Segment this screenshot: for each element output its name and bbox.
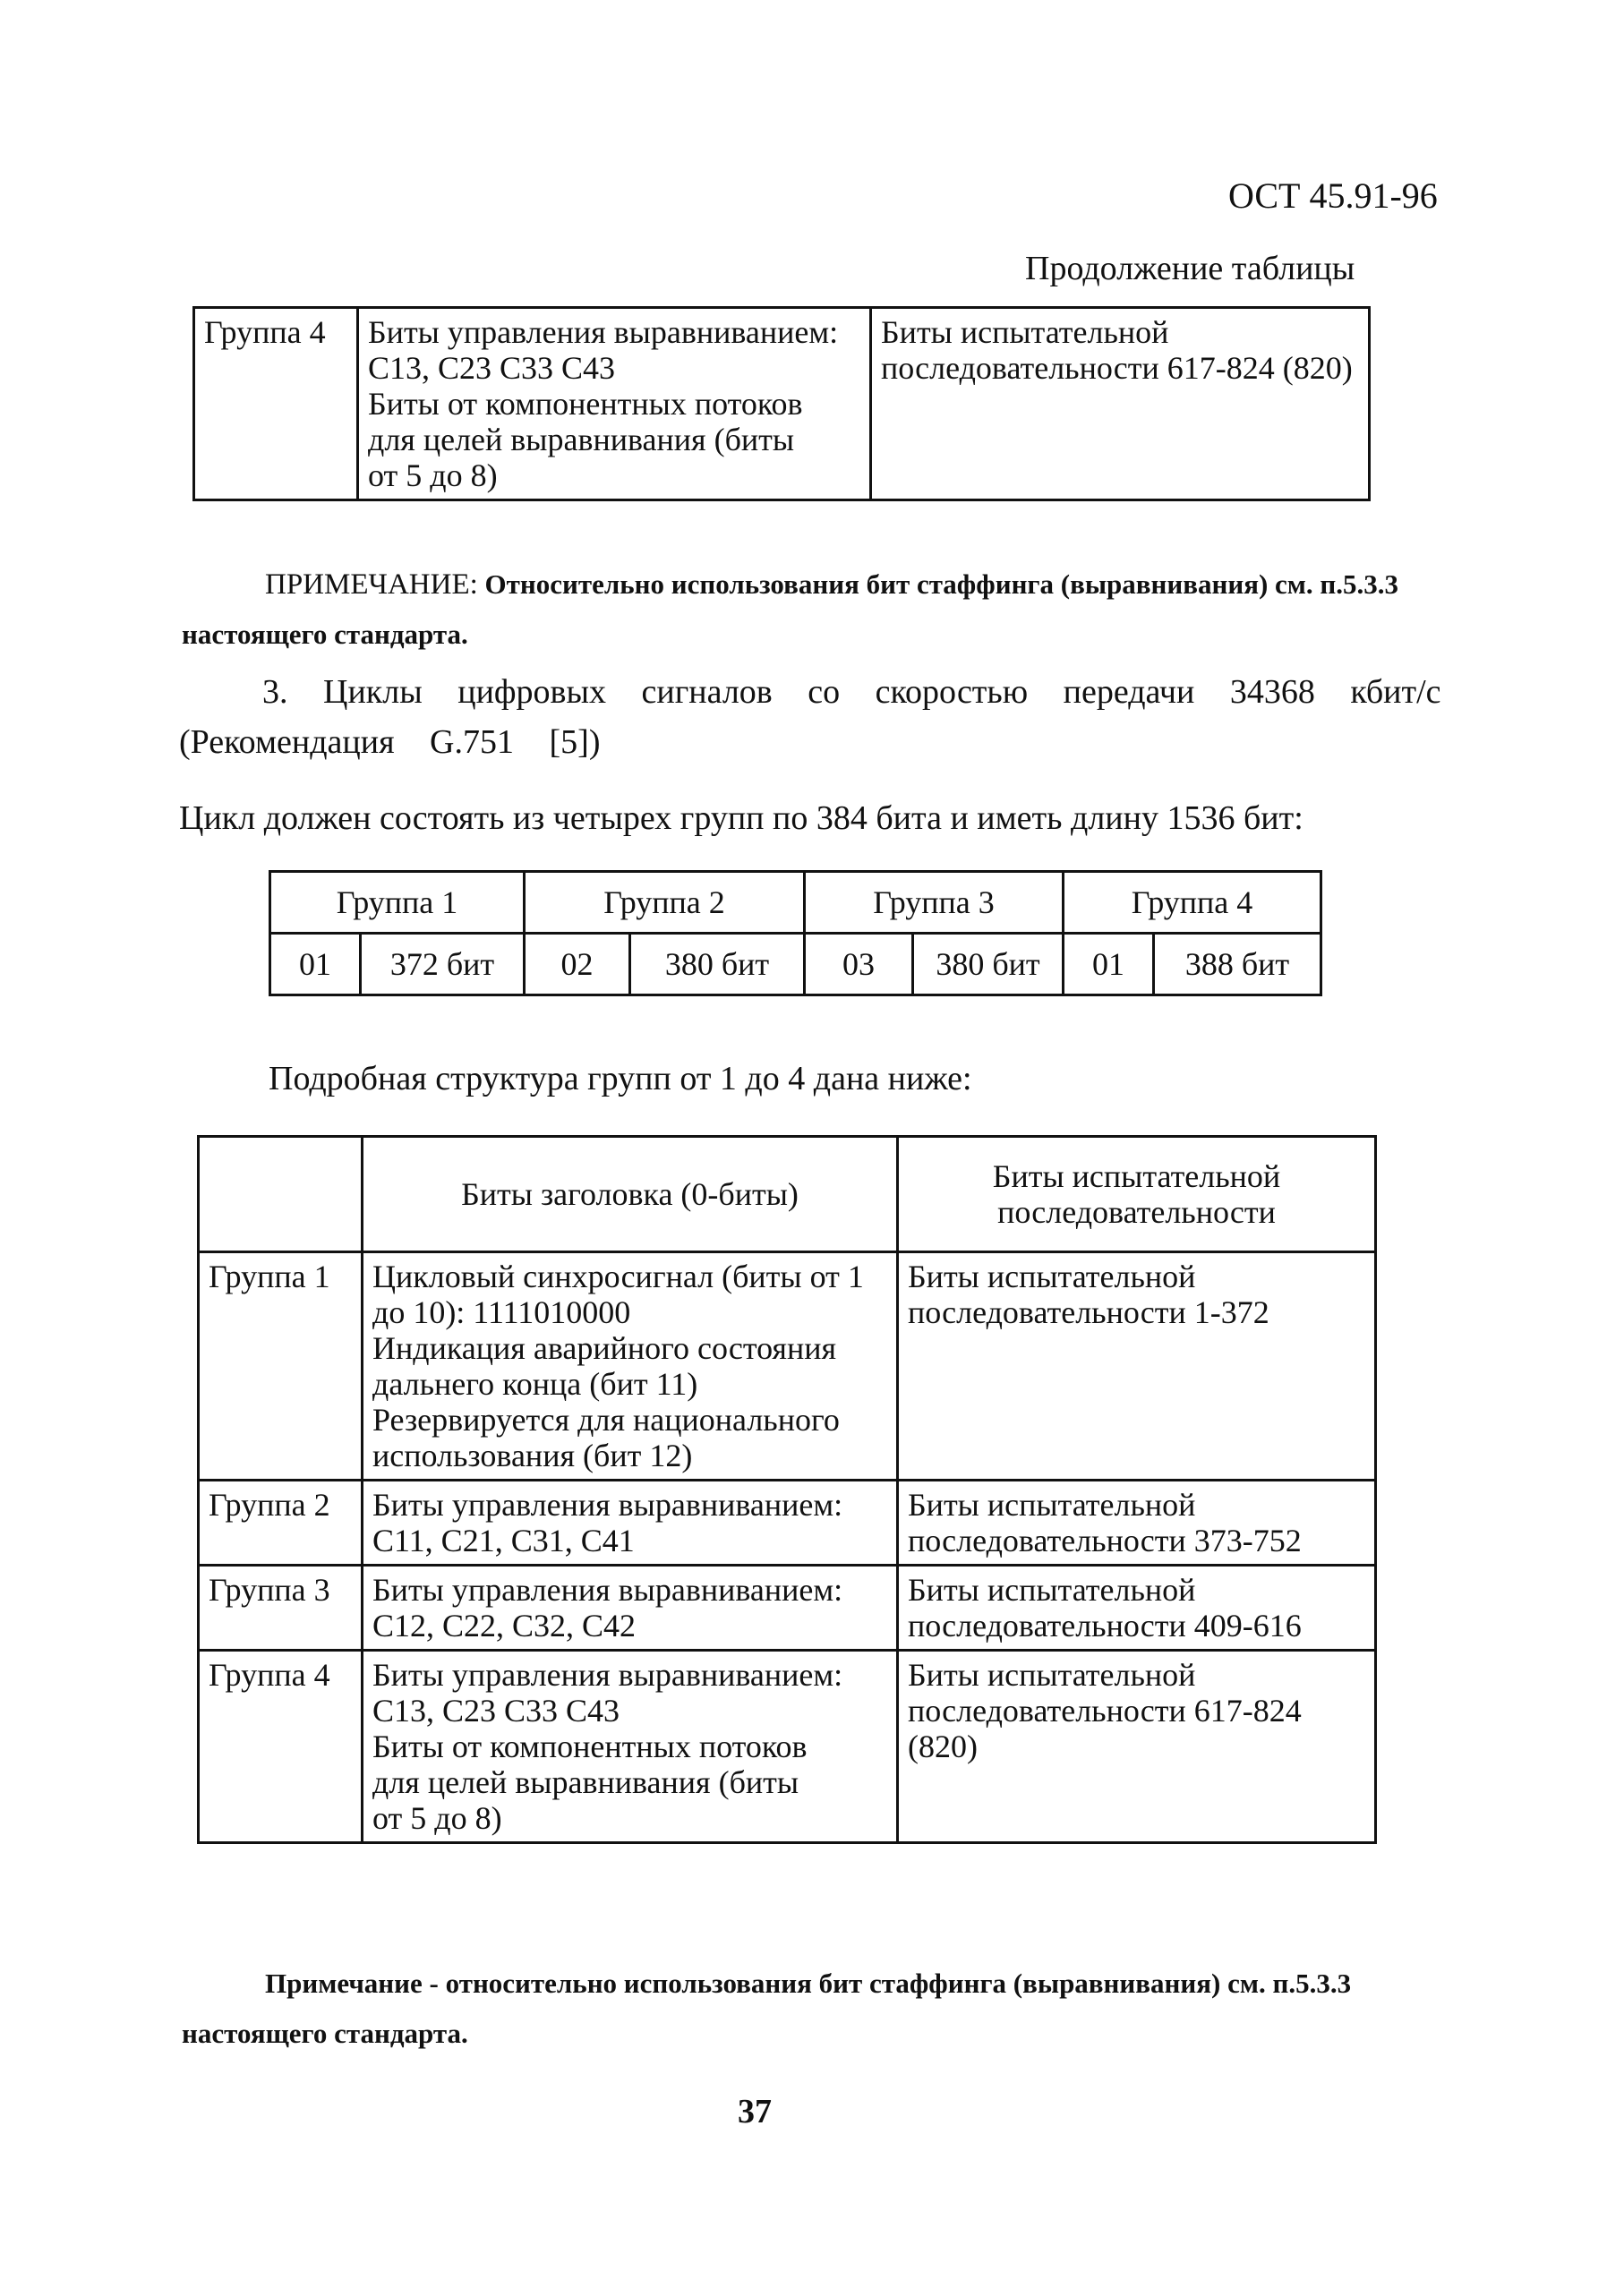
column-header — [199, 1137, 363, 1252]
test-bits-cell — [871, 308, 1370, 500]
detail-description: Подробная структура групп от 1 до 4 дана ниже: — [269, 1060, 972, 1097]
cell-line: С12, С22, С32, С42 — [372, 1608, 637, 1643]
table-cell: 380 бит — [913, 934, 1064, 995]
cell-line: от 5 до 8) — [368, 457, 498, 493]
group-cell: Группа 3 — [199, 1566, 363, 1651]
group-header: Группа 1 — [270, 872, 525, 934]
cell-line: Цикловый синхросигнал (биты от 1 — [372, 1259, 864, 1294]
group-header: Группа 4 — [1064, 872, 1321, 934]
table-row — [199, 1566, 1376, 1651]
cell-line: С11, С21, С31, С41 — [372, 1523, 635, 1558]
cell-line: Резервируется для национального — [372, 1402, 840, 1438]
table-row — [199, 1651, 1376, 1843]
table-row — [199, 1481, 1376, 1566]
table-cell: 02 — [525, 934, 630, 995]
cell-line: Биты испытательной — [881, 314, 1169, 350]
cell-line: Биты испытательной — [908, 1572, 1196, 1608]
cycle-table — [269, 870, 1322, 996]
section-title-text: 3. Циклы цифровых сигналов со скоростью передачи 34368 кбит/с (Рекомендация G.751 [5]) — [179, 673, 1441, 761]
note-1 — [182, 559, 1453, 660]
column-header: Биты испытательной последовательности — [898, 1137, 1376, 1252]
group-header: Группа 3 — [805, 872, 1064, 934]
cell-line: (820) — [908, 1729, 978, 1764]
cell-line: последовательности 617-824 — [908, 1693, 1302, 1729]
group-header: Группа 2 — [525, 872, 805, 934]
cell-line: последовательности 409-616 — [908, 1608, 1302, 1643]
group-cell: Группа 4 — [199, 1651, 363, 1843]
table-row — [270, 872, 1321, 934]
note-text: Относительно использования бит стаффинга (выравнивания) см. п.5.3.3 настоящего стандарта. — [182, 568, 1399, 650]
section-3-title — [179, 667, 1459, 767]
page-number: 37 — [738, 2093, 772, 2130]
header-bits-cell — [363, 1252, 898, 1481]
header-bits-cell — [363, 1651, 898, 1843]
cell-line: для целей выравнивания (биты — [368, 422, 795, 457]
cell-line: Биты управления выравниванием: — [372, 1487, 843, 1523]
table-row — [270, 934, 1321, 995]
cell-line: последовательности 373-752 — [908, 1523, 1302, 1558]
column-header: Биты заголовка (0-биты) — [363, 1137, 898, 1252]
cell-line: последовательности 617-824 (820) — [881, 350, 1353, 386]
header-bits-cell — [358, 308, 871, 500]
group-cell: Группа 4 — [194, 308, 358, 500]
table-cell: 03 — [805, 934, 913, 995]
cell-line: Биты управления выравниванием: — [372, 1657, 843, 1693]
cell-line: Биты управления выравниванием: — [372, 1572, 843, 1608]
cell-line: Индикация аварийного состояния — [372, 1330, 837, 1366]
table-cell: 372 бит — [361, 934, 525, 995]
header-bits-cell — [363, 1566, 898, 1651]
note-lead: Примечание — [265, 1968, 423, 1999]
note-lead: ПРИМЕЧАНИЕ: — [265, 568, 478, 601]
cell-line: дальнего конца (бит 11) — [372, 1366, 698, 1402]
test-bits-cell — [898, 1252, 1376, 1481]
cell-line: Биты управления выравниванием: — [368, 314, 839, 350]
cell-line: Биты от компонентных потоков — [368, 386, 803, 422]
table-row — [194, 308, 1370, 500]
cell-line: до 10): 1111010000 — [372, 1294, 631, 1330]
cell-line: С13, С23 С33 С43 — [368, 350, 616, 386]
cell-line: последовательности 1-372 — [908, 1294, 1269, 1330]
test-bits-cell — [898, 1651, 1376, 1843]
cell-line: Биты испытательной — [908, 1657, 1196, 1693]
note-2 — [182, 1959, 1453, 2059]
cell-line: С13, С23 С33 С43 — [372, 1693, 620, 1729]
table-cell: 388 бит — [1154, 934, 1321, 995]
note-text: - относительно использования бит стаффинга (выравнивания) см. п.5.3.3 настоящего стандарта. — [182, 1968, 1352, 2049]
table-cell: 01 — [270, 934, 361, 995]
group-cell: Группа 1 — [199, 1252, 363, 1481]
table-cell: 380 бит — [630, 934, 805, 995]
cell-line: Биты испытательной — [908, 1259, 1196, 1294]
document-code: ОСТ 45.91-96 — [1228, 175, 1438, 216]
cell-line: Биты испытательной — [908, 1487, 1196, 1523]
cell-line: Биты от компонентных потоков — [372, 1729, 808, 1764]
table-cell: 01 — [1064, 934, 1154, 995]
test-bits-cell — [898, 1481, 1376, 1566]
group-cell: Группа 2 — [199, 1481, 363, 1566]
cell-line: от 5 до 8) — [372, 1800, 502, 1836]
detail-table — [197, 1135, 1377, 1844]
test-bits-cell — [898, 1566, 1376, 1651]
continuation-table — [192, 306, 1371, 501]
table-continuation-label: Продолжение таблицы — [1025, 250, 1355, 287]
table-row — [199, 1252, 1376, 1481]
cell-line: для целей выравнивания (биты — [372, 1764, 799, 1800]
header-bits-cell — [363, 1481, 898, 1566]
cycle-description: Цикл должен состоять из четырех групп по 384 бита и иметь длину 1536 бит: — [179, 799, 1303, 837]
table-header-row — [199, 1137, 1376, 1252]
cell-line: использования (бит 12) — [372, 1438, 693, 1473]
